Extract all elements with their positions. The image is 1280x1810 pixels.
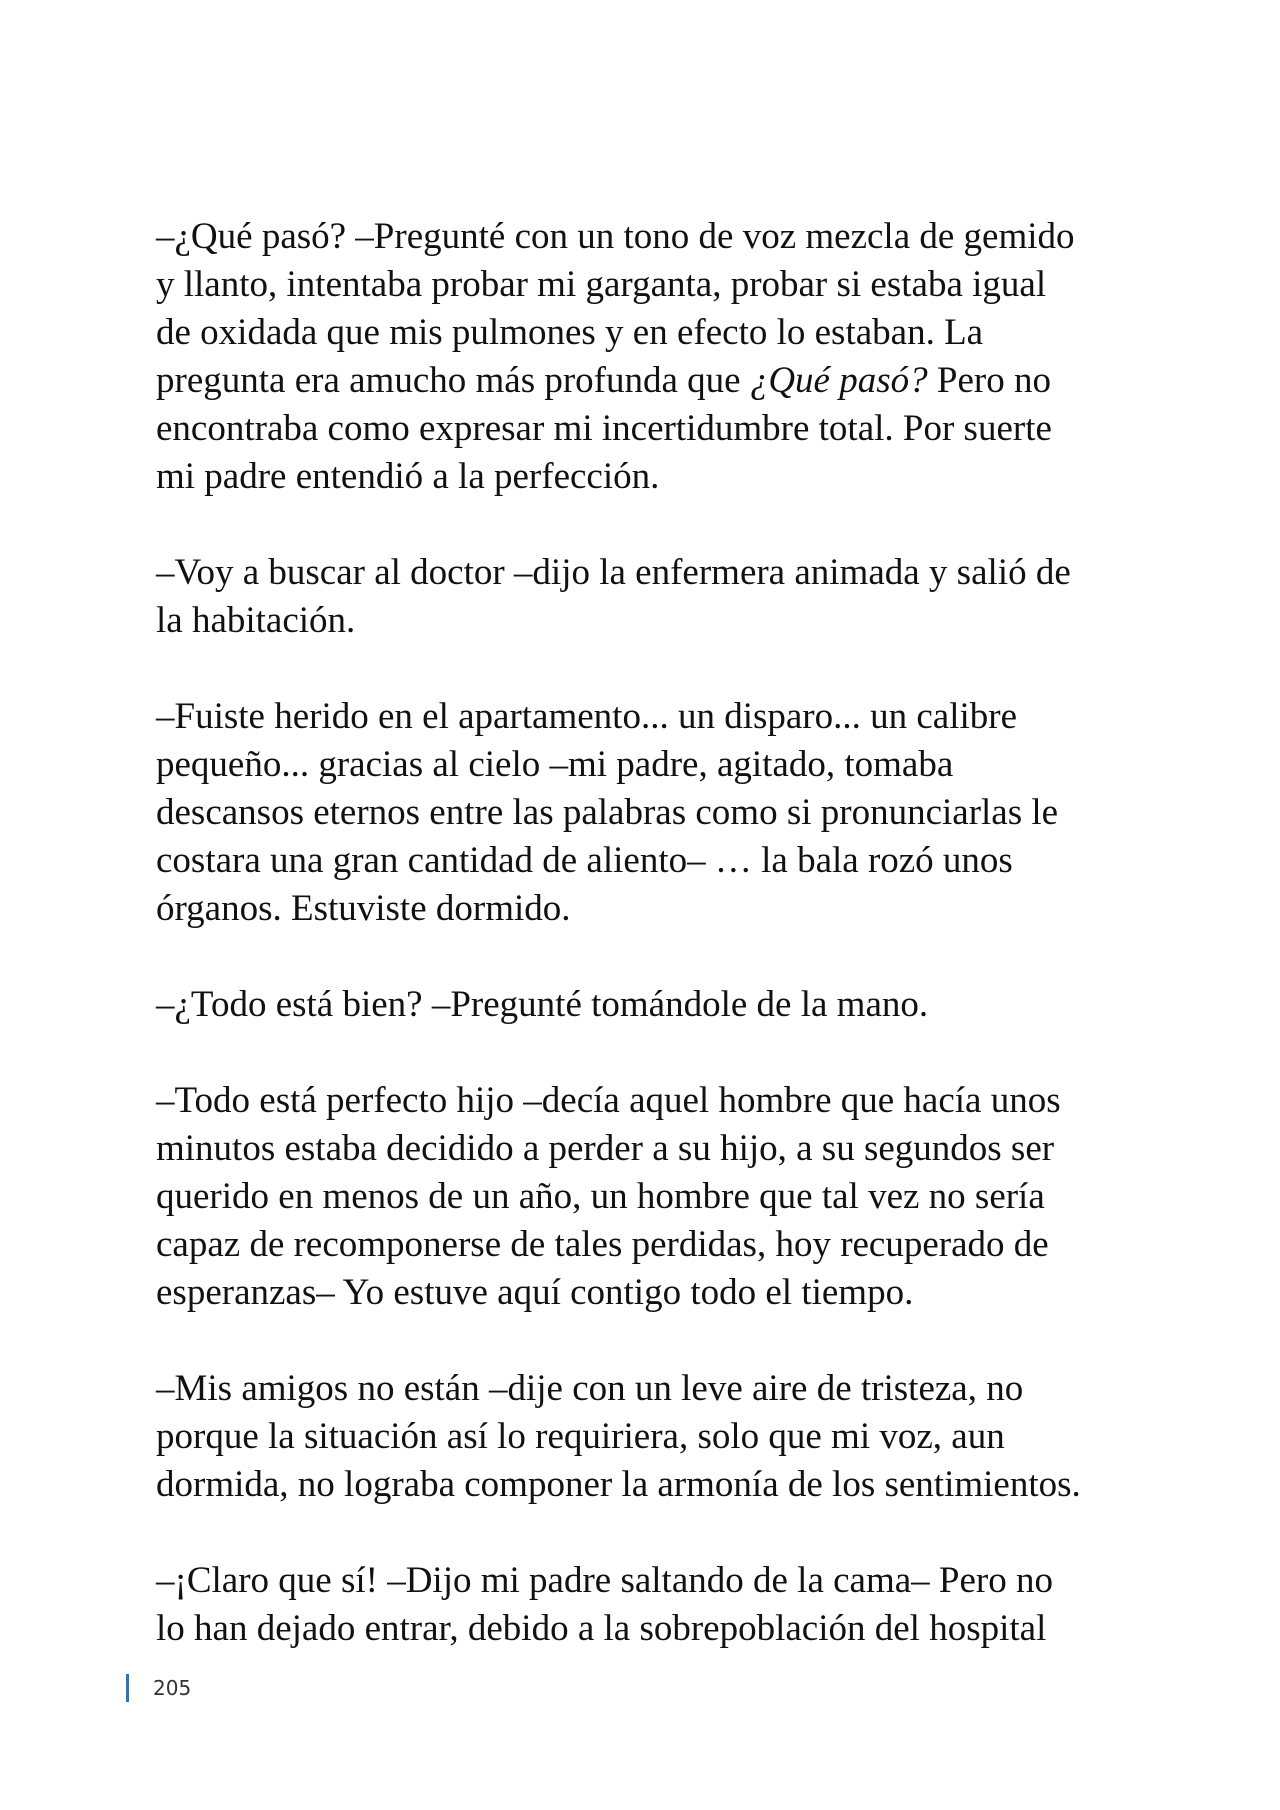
- text-line: –Voy a buscar al doctor –dijo la enfermera animada y salió de: [156, 552, 1071, 593]
- text-line: dormida, no lograba componer la armonía de los sentimientos.: [156, 1464, 1081, 1505]
- text-line: de oxidada que mis pulmones y en efecto lo estaban. La: [156, 312, 984, 353]
- text-line: –¿Qué pasó? –Pregunté con un tono de voz mezcla de gemido: [156, 216, 1075, 257]
- text-line: –Fuiste herido en el apartamento... un disparo... un calibre: [156, 696, 1018, 737]
- paragraph: [156, 1557, 1156, 1653]
- text-line: –¿Todo está bien? –Pregunté tomándole de la mano.: [156, 984, 929, 1025]
- paragraph: [156, 213, 1156, 501]
- text-line: órganos. Estuviste dormido.: [156, 888, 571, 929]
- text-line: porque la situación así lo requiriera, solo que mi voz, aun: [156, 1416, 1005, 1457]
- paragraph: [156, 549, 1156, 645]
- text-line: costara una gran cantidad de aliento– … la bala rozó unos: [156, 840, 1013, 881]
- text-line: pequeño... gracias al cielo –mi padre, agitado, tomaba: [156, 744, 954, 785]
- text-line: pregunta era amucho más profunda que ¿Qué pasó? Pero no: [156, 360, 1051, 401]
- paragraph: [156, 981, 1156, 1029]
- text-line: minutos estaba decidido a perder a su hijo, a su segundos ser: [156, 1128, 1055, 1169]
- text-line: y llanto, intentaba probar mi garganta, probar si estaba igual: [156, 264, 1047, 305]
- italic-phrase: ¿Qué pasó?: [749, 360, 928, 401]
- text-line: mi padre entendió a la perfección.: [156, 456, 660, 497]
- text-line: lo han dejado entrar, debido a la sobrepoblación del hospital: [156, 1608, 1047, 1649]
- page-body-text: [156, 213, 1156, 1653]
- text-line: capaz de recomponerse de tales perdidas, hoy recuperado de: [156, 1224, 1049, 1265]
- paragraph: [156, 1365, 1156, 1509]
- text-line: –Mis amigos no están –dije con un leve aire de tristeza, no: [156, 1368, 1024, 1409]
- paragraph: [156, 693, 1156, 933]
- text-line: descansos eternos entre las palabras como si pronunciarlas le: [156, 792, 1059, 833]
- text-line: –Todo está perfecto hijo –decía aquel hombre que hacía unos: [156, 1080, 1061, 1121]
- text-line: querido en menos de un año, un hombre que tal vez no sería: [156, 1176, 1045, 1217]
- page-footer: [126, 1673, 191, 1703]
- page-number: 205: [153, 1676, 192, 1700]
- text-line: –¡Claro que sí! –Dijo mi padre saltando de la cama– Pero no: [156, 1560, 1053, 1601]
- text-line: esperanzas– Yo estuve aquí contigo todo el tiempo.: [156, 1272, 914, 1313]
- text-line: encontraba como expresar mi incertidumbre total. Por suerte: [156, 408, 1052, 449]
- text-line: la habitación.: [156, 600, 356, 641]
- footer-accent-bar: [126, 1674, 129, 1702]
- paragraph: [156, 1077, 1156, 1317]
